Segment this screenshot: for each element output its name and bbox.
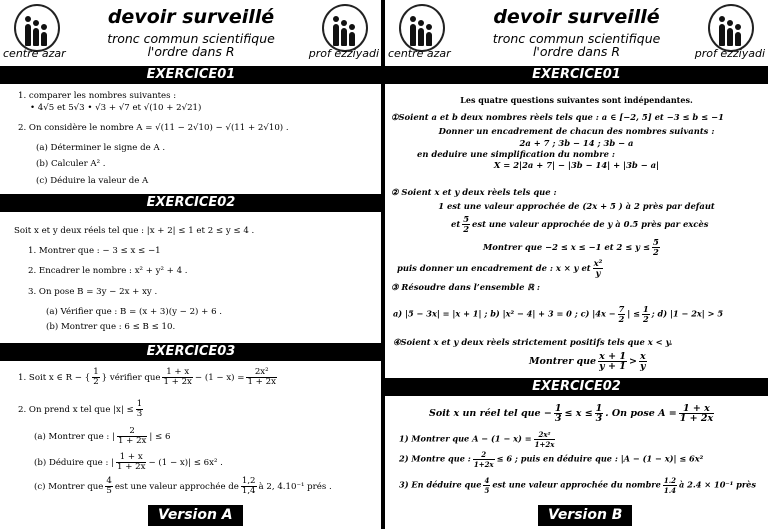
version-label: Version A [148,505,243,526]
fraction [162,368,192,387]
question-line [451,215,708,234]
question-line: en deduire une simplification du nombre : [417,149,615,159]
header-b [385,0,768,64]
fraction [473,450,495,469]
denominator: 2 [652,247,659,257]
exercise-line [34,453,223,472]
numerator: 1 [642,304,649,314]
exercise-line: 2. Encadrer le nombre : x² + y² + 4 . [28,266,188,276]
numerator: 7 [618,304,625,314]
question-line [393,305,723,324]
text: est une valeur approchée de [114,482,239,492]
denominator: 1+2x [473,460,494,469]
exercise-heading: EXERCICE03 [0,343,382,361]
exercise-line: (c) Déduire la valeur de A [36,176,149,186]
fraction [618,305,626,324]
numerator: 1 [554,403,562,414]
text: et [451,219,461,229]
denominator: 1 + 2x [163,377,192,387]
numerator: 4 [484,476,490,485]
exercise-line [18,368,279,387]
exercise-line: Soit x et y deux réels tel que : |x + 2| ≤ 1 et 2 ≤ y ≤ 4 . [14,226,255,236]
exam-level: tronc commun scientifique [492,31,661,46]
fraction [105,477,112,496]
question-line [397,259,605,278]
text: ; d) |1 − 2x| > 5 [651,308,724,319]
question-line [483,238,662,257]
text: ≤ 6 ; puis en déduire que : |A − (1 − x)| ≤ 6x² [496,453,704,464]
denominator: 1.4 [663,486,677,495]
exercise-line: 3. On pose B = 3y − 2x + xy . [28,287,158,297]
exercise-line: 1. Montrer que : − 3 ≤ x ≤ −1 [28,246,161,256]
text: (c) Montrer que [34,482,104,492]
fraction [136,400,143,419]
question-line [529,352,649,371]
denominator: 2 [642,314,649,324]
question-line [399,450,703,469]
numerator: 1 + x [679,404,714,414]
text: − (1 − x) = [194,373,245,383]
denominator: 5 [106,486,112,496]
exercise-line [34,427,170,446]
exam-level: tronc commun scientifique [107,31,275,46]
denominator: y + 1 [599,361,626,372]
numerator: 4 [106,476,112,486]
question-line [399,430,557,449]
text: | ≤ 6 [149,432,171,442]
version-a-sheet [0,0,382,529]
question-line: 1 est une valeur approchée de (2x + 5 ) à 2 près par defaut [438,201,715,211]
text: − (1 − x)| ≤ 6x² . [148,458,223,468]
denominator: 2 [618,314,625,324]
text: à 2, 4.10⁻¹ prés . [258,482,332,492]
exam-title: devoir surveillé [493,6,660,28]
fraction [679,404,714,423]
fraction [639,352,647,371]
exercise-line: (b) Montrer que : 6 ≤ B ≤ 10. [46,322,176,332]
fraction [598,352,627,371]
text: ≤ x ≤ [564,408,593,419]
exercise-heading: EXERCICE01 [385,66,768,84]
fraction [116,453,146,472]
teacher-name: prof ezziyadi [694,47,765,60]
text: . On pose A = [605,408,677,419]
question-line: X = 2|2a + 7| − |3b − 14| + |3b − a| [493,160,660,170]
question-line [399,476,756,495]
question-line: ④Soient x et y deux rèels strictement positifs tels que x < y. [393,337,673,347]
denominator: 1 + 2x [679,413,714,424]
denominator: 1 + 2x [247,377,276,387]
exam-topic: l'ordre dans R [147,44,235,59]
text: 2. On prend x tel que |x| ≤ [18,405,134,415]
numerator: x [639,351,646,362]
fraction [117,427,147,446]
numerator: 2 [117,427,147,437]
numerator: 5 [463,214,470,224]
denominator: y [640,361,646,372]
numerator: 5 [652,237,659,247]
numerator: 1 [595,403,603,414]
denominator: 1 + 2x [117,462,146,472]
exercise-line [18,400,145,419]
numerator: 1.2 [663,476,677,485]
text: 3) En déduire que [399,479,482,490]
numerator: x + 1 [599,351,626,362]
teacher-name: prof ezziyadi [308,47,379,60]
exercise-line: • 4√5 et 5√3 • √3 + √7 et √(10 + 2√21) [30,103,202,113]
numerator: 1,2 [241,476,256,486]
text: puis donner un encadrement de : x × y et [397,263,591,273]
fraction [642,305,650,324]
numerator: 1 + x [116,453,146,463]
exercise-line: (b) Calculer A² . [36,159,106,169]
center-name: centre azar [388,47,451,60]
exercise-heading: EXERCICE02 [385,378,768,396]
denominator: 2 [463,224,470,234]
question-line: ③ Résoudre dans l’ensemble ℝ : [391,282,540,292]
exam-title: devoir surveillé [107,6,275,28]
text: > [628,356,637,367]
text: (a) Montrer que : | [34,432,115,442]
text: est une valeur approchée du nombre [492,479,661,490]
fraction [241,477,257,496]
denominator: 1 + 2x [117,436,147,446]
exercise-line: (a) Vérifier que : B = (x + 3)(y − 2) + 6 . [46,307,223,317]
fraction [663,476,677,495]
question-line: ② Soient x et y deux rèels tels que : [391,187,557,197]
text: à 2.4 × 10⁻¹ près [679,479,757,490]
numerator: 1 + x [162,368,192,378]
fraction [92,368,99,387]
denominator: 5 [484,486,490,495]
denominator: 1+2x [534,440,555,449]
exercise-line: (a) Déterminer le signe de A . [36,143,166,153]
exercise-intro: Les quatre questions suivantes sont indépendantes. [460,95,693,105]
text: Soit x un réel tel que − [429,408,552,419]
fraction [593,259,604,278]
denominator: y [595,268,601,278]
version-label: Version B [538,505,632,526]
text: } vérifier que [101,373,161,383]
exercise-line: 2. On considère le nombre A = √(11 − 2√10) − √(11 + 2√10) . [18,123,289,133]
fraction [462,215,470,234]
text: est une valeur approchée de y à 0.5 près par excès [472,219,709,229]
text: (b) Déduire que : | [34,458,114,468]
numerator: 2x² [534,430,556,440]
fraction [554,404,563,423]
numerator: 1 [136,399,143,409]
numerator: 2 [473,450,495,460]
center-name: centre azar [3,47,66,60]
numerator: 2x² [246,368,276,378]
exercise-line: 1. comparer les nombres suivantes : [18,91,177,101]
denominator: 3 [136,409,143,419]
text: Montrer que −2 ≤ x ≤ −1 et 2 ≤ y ≤ [483,242,650,252]
version-b-sheet [385,0,768,529]
question-line: Donner un encadrement de chacun des nombres suivants : [438,126,715,136]
exercise-heading: EXERCICE01 [0,66,382,84]
text: 1) Montrer que A − (1 − x) = [399,433,532,444]
denominator: 1,4 [241,486,256,496]
exercise-line [34,477,332,496]
fraction [246,368,276,387]
text: | ≤ [627,308,640,319]
fraction [652,238,660,257]
fraction [483,476,490,495]
text: Montrer que [529,356,597,367]
question-line: 2a + 7 ; 3b − 14 ; 3b − a [519,138,634,148]
fraction [595,404,604,423]
numerator: x² [593,258,603,268]
numerator: 1 [93,367,99,377]
denominator: 2 [93,377,99,387]
exercise-heading: EXERCICE02 [0,194,382,212]
text: 2) Montre que : [399,453,471,464]
text: 1. Soit x ∈ R − { [18,373,91,383]
fraction [534,430,556,449]
text: a) |5 − 3x| = |x + 1| ; b) |x² − 4| + 3 = 0 ; c) |4x − [393,308,616,319]
denominator: 3 [595,413,603,424]
question-line [429,404,716,423]
question-line: ①Soient a et b deux nombres rèels tels que : a ∈ [−2, 5] et −3 ≤ b ≤ −1 [391,112,724,122]
header-a [0,0,382,64]
exam-topic: l'ordre dans R [532,44,621,59]
denominator: 3 [554,413,562,424]
